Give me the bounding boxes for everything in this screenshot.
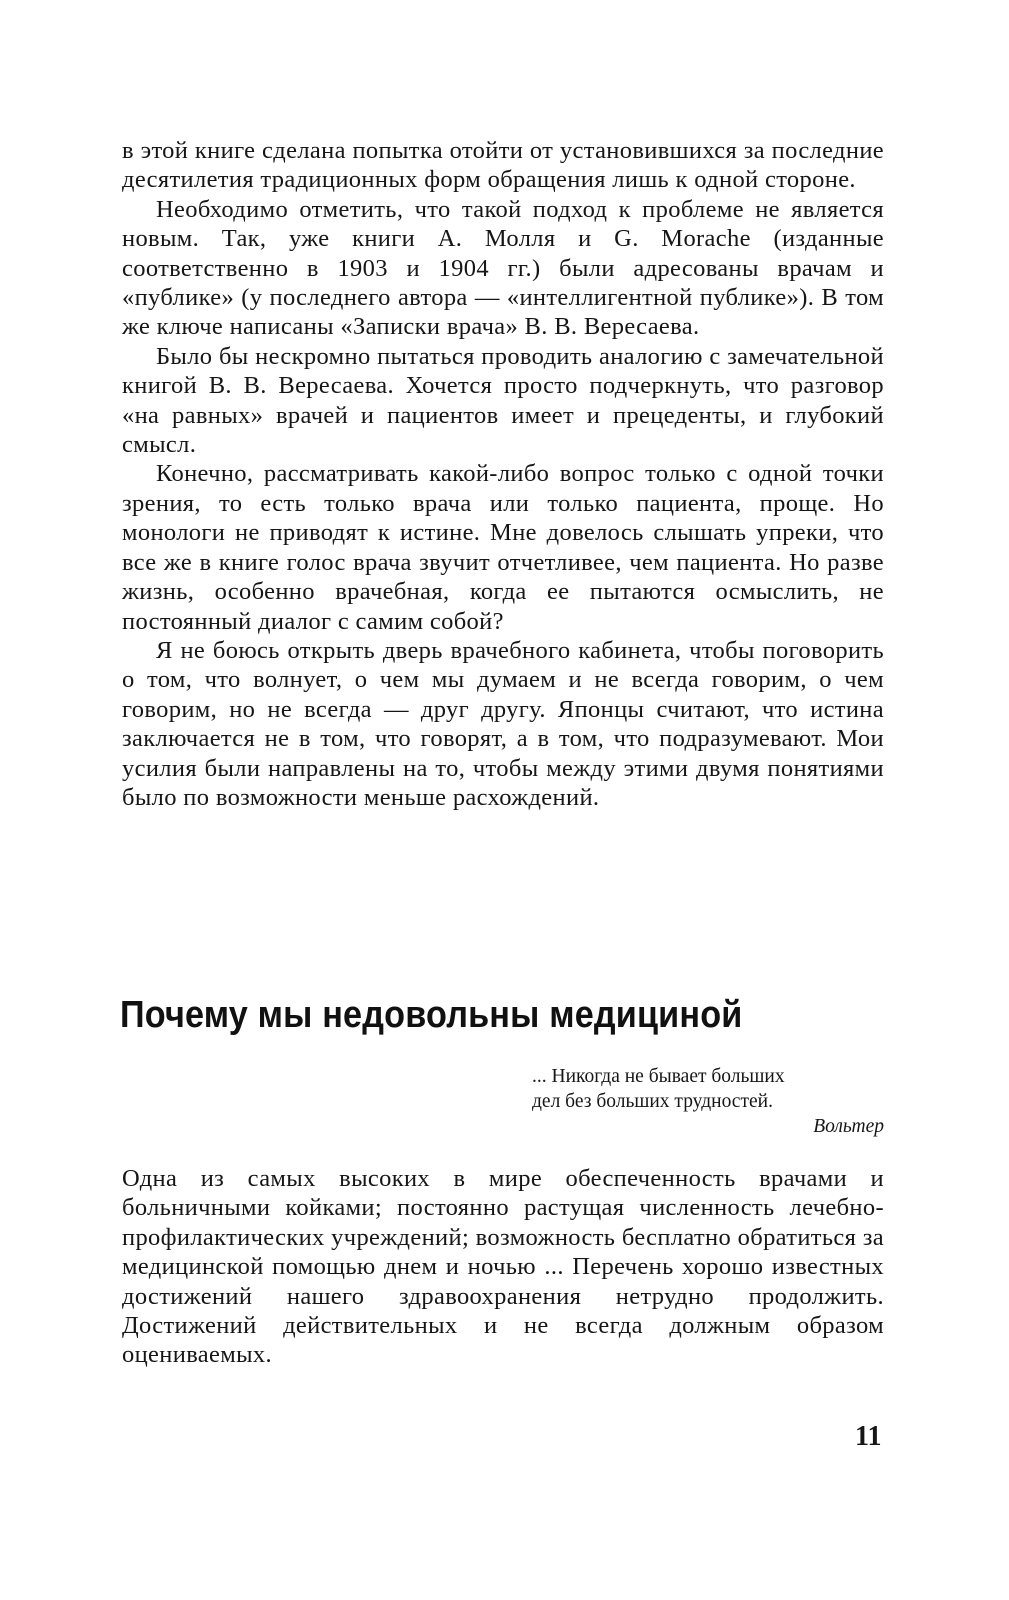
paragraph: Необходимо отметить, что такой подход к проблеме не является новым. Так, уже книги А. Молля и G. Morache (изданные соответственно в 1903 и 1904 гг.) были адресованы врачам и «публике» (у последнего автора — «интеллигентной публике»). В том же ключе написаны «Записки врача» В. В. Вересаева. bbox=[122, 195, 884, 341]
epigraph-line: дел без больших трудностей. bbox=[532, 1091, 773, 1112]
paragraph: в этой книге сделана попытка отойти от установившихся за последние десятилетия традиционных форм обращения лишь к одной стороне. bbox=[122, 137, 884, 194]
paragraph: Было бы нескромно пытаться проводить аналогию с замечательной книгой В. В. Вересаева. Хочется просто подчеркнуть, что разговор «на равных» врачей и пациентов имеет и прецеденты, и глубокий смысл. bbox=[122, 342, 884, 459]
body-text-top bbox=[122, 136, 884, 812]
body-text-bottom bbox=[122, 1164, 884, 1370]
paragraph: Я не боюсь открыть дверь врачебного кабинета, чтобы поговорить о том, что волнует, о чем мы думаем и не всегда говорим, о чем говорим, но не всегда — друг другу. Японцы считают, что истина заключается не в том, что говорят, а в том, что подразумевают. Мои усилия были направлены на то, чтобы между этими двумя понятиями было по возможности меньше расхождений. bbox=[122, 636, 884, 811]
page-number: 11 bbox=[855, 1421, 882, 1452]
paragraph: Конечно, рассматривать какой-либо вопрос только с одной точки зрения, то есть только врача или только пациента, проще. Но монологи не приводят к истине. Мне довелось слышать упреки, что все же в книге голос врача звучит отчетливее, чем пациента. Но разве жизнь, особенно врачебная, когда ее пытаются осмыслить, не постоянный диалог с самим собой? bbox=[122, 460, 884, 635]
epigraph-line: ... Никогда не бывает больших bbox=[532, 1066, 785, 1087]
epigraph-author: Вольтер bbox=[813, 1116, 884, 1137]
paragraph: Одна из самых высоких в мире обеспеченность врачами и больничными койками; постоянно растущая численность лечебно-профилактических учреждений; возможность бесплатно обратиться за медицинской помощью днем и ночью ... Перечень хорошо известных достижений нашего здравоохранения нетрудно продолжить. Достижений действительных и не всегда должным образом оцениваемых. bbox=[122, 1165, 884, 1369]
epigraph bbox=[532, 1064, 884, 1139]
chapter-heading: Почему мы недовольны медициной bbox=[120, 994, 743, 1036]
